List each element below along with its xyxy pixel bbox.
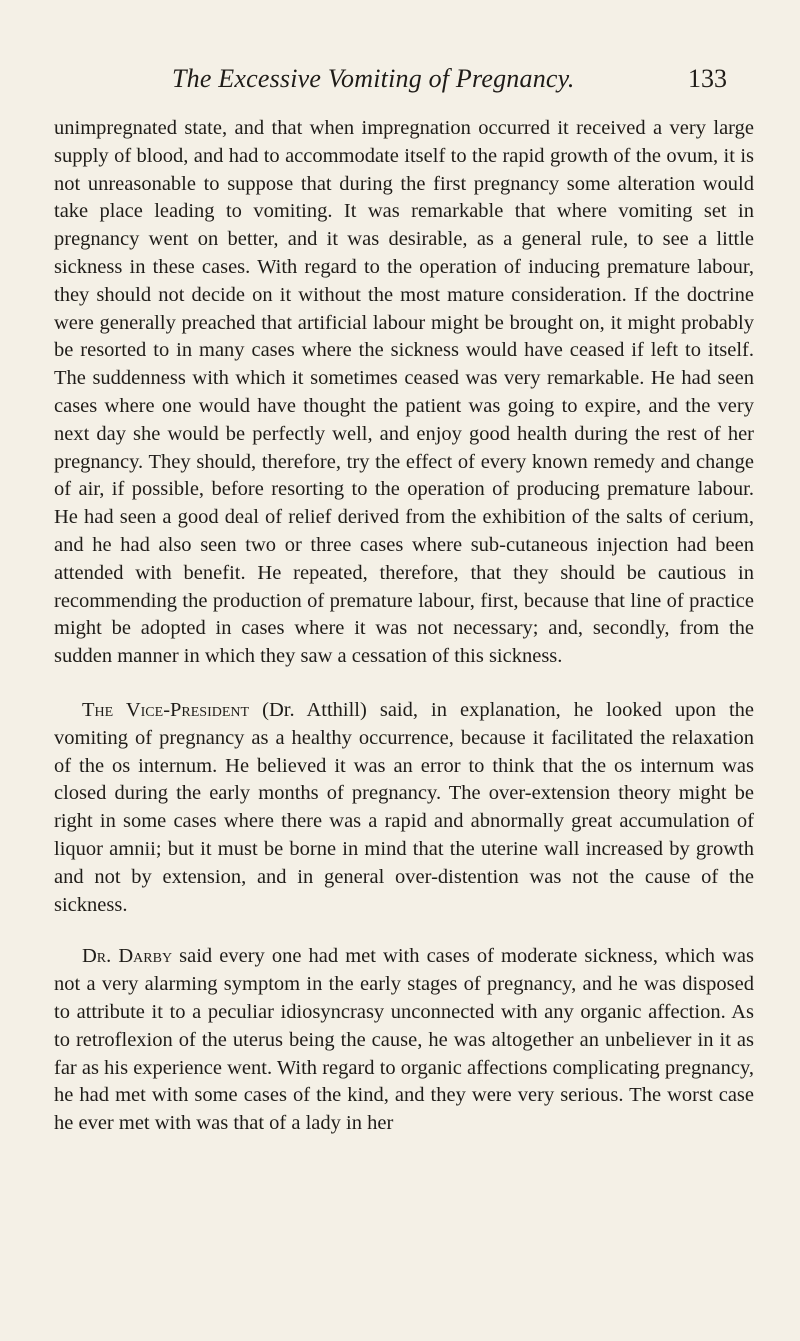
paragraph-text: (Dr. Atthill) said, in explanation, he looked upon the vomiting of pregnancy as a healthy occurrence, because it facilitated the relaxation of the os internum. He believed it was an error to think that the os internum was closed during the early months of pregnancy. The over-extension theory might be right in some cases where there was a rapid and abnormally great accumulation of liquor amnii; but it must be borne in mind that the uterine wall increased by growth and not by extension, and in general over-distention was not the cause of the sickness. [54,698,755,916]
paragraph-vice-president [54,697,754,919]
speaker-name: Dr. Darby [82,945,173,968]
page-number: 133 [688,64,727,93]
paragraph-text: unimpregnated state, and that when impregnation occurred it received a very large supply of blood, and had to accommodate itself to the rapid growth of the ovum, it is not unreasonable to suppose that during the first pregnancy some alteration would take place leading to vomiting. It was remarkable that where vomiting set in pregnancy went on better, and it was desirable, as a general rule, to see a little sickness in these cases. With regard to the operation of inducing premature labour, they should not decide on it without the most mature consideration. If the doctrine were generally preached that artificial labour might be brought on, it might probably be resorted to in many cases where the sickness would have ceased if left to itself. The suddenness with which it sometimes ceased was very remarkable. He had seen cases where one would have thought the patient was going to expire, and the very next day she would be perfectly well, and enjoy good health during the rest of her pregnancy. They should, therefore, try the effect of every known remedy and change of air, if possible, before resorting to the operation of producing premature labour. He had seen a good deal of relief derived from the exhibition of the salts of cerium, and he had also seen two or three cases where sub-cutaneous injection had been attended with benefit. He repeated, therefore, that they should be cautious in recommending the production of premature labour, first, because that line of practice might be adopted in cases where it was not necessary; and, secondly, from the sudden manner in which they saw a cessation of this sickness. [54,117,754,668]
paragraph-dr-darby [54,943,754,1138]
running-title: The Excessive Vomiting of Pregnancy. [172,64,575,93]
body-text [54,115,754,1138]
paragraph-continuation [54,115,754,671]
speaker-name: The Vice-President [82,698,250,721]
paragraph-text: said every one had met with cases of moderate sickness, which was not a very alarming symptom in the early stages of pregnancy, and he was disposed to attribute it to a peculiar idiosyncrasy unconnected with any organic affection. As to retroflexion of the uterus being the cause, he was altogether an unbeliever in it as far as his experience went. With regard to organic affections complicating pregnancy, he had met with some cases of the kind, and they were very serious. The worst case he ever met with was that of a lady in her [54,945,754,1135]
running-head [0,64,800,104]
